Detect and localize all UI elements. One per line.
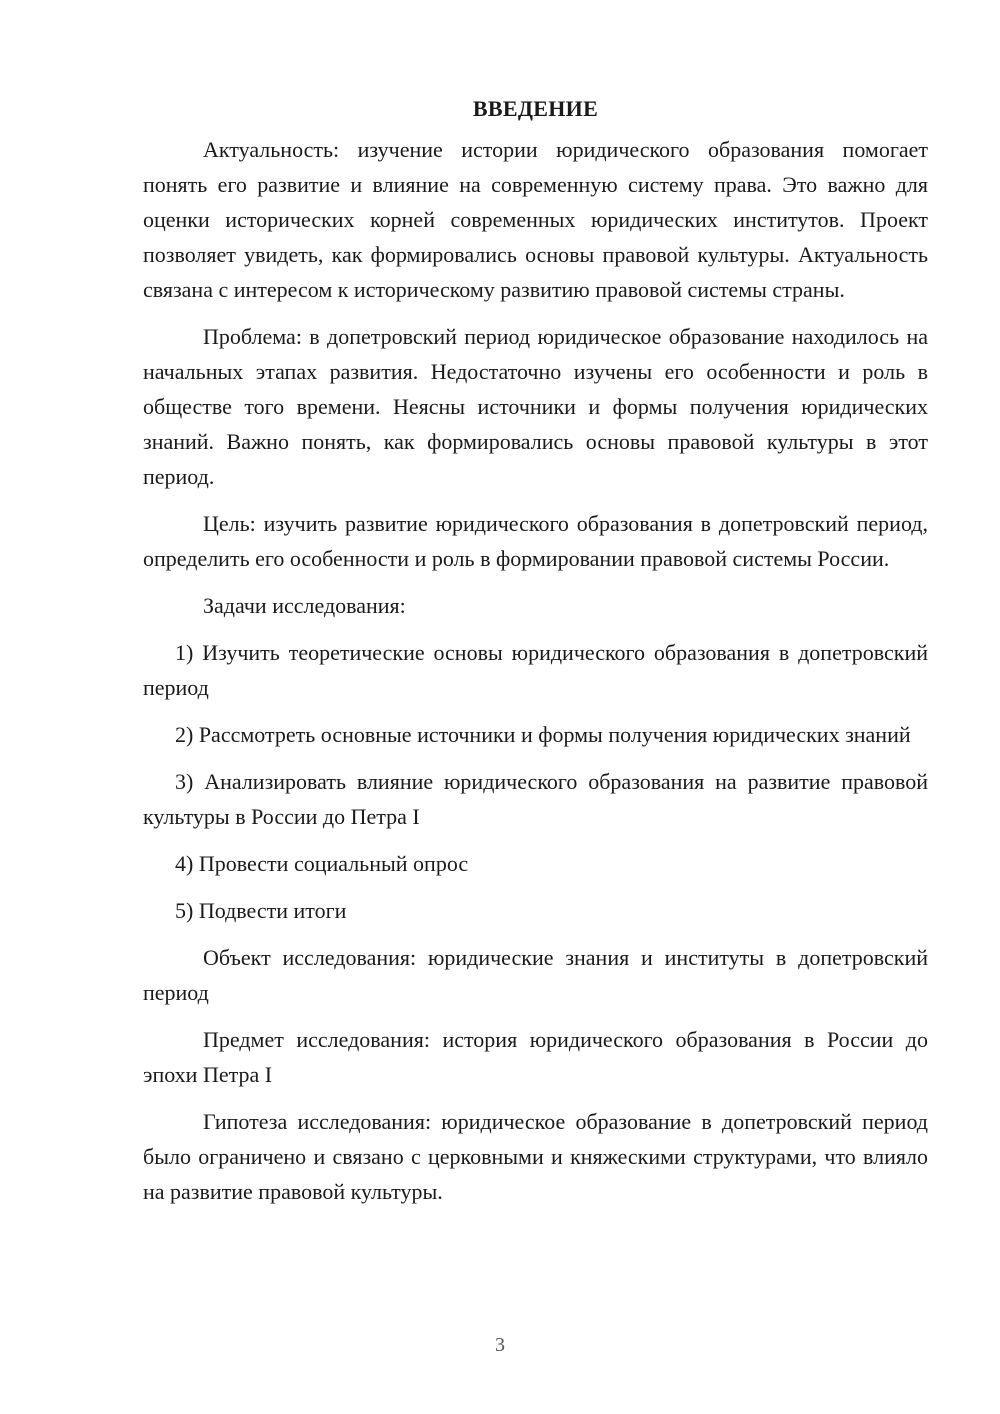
task-item: 2) Рассмотреть основные источники и формы получения юридических знаний bbox=[175, 722, 911, 747]
hypothesis-paragraph: Гипотеза исследования: юридическое образование в допетровский период было ограничено и связано с церковными и княжескими структурами, что влияло на развитие правовой культуры. bbox=[143, 1109, 928, 1204]
task-item: 5) Подвести итоги bbox=[175, 898, 347, 923]
task-item: 3) Анализировать влияние юридического образования на развитие правовой культуры в России до Петра I bbox=[143, 769, 928, 829]
object-paragraph: Объект исследования: юридические знания и институты в допетровский период bbox=[143, 945, 928, 1005]
goal-paragraph: Цель: изучить развитие юридического образования в допетровский период, определить его особенности и роль в формировании правовой системы России. bbox=[143, 511, 928, 571]
task-item: 4) Провести социальный опрос bbox=[175, 851, 469, 876]
document-page bbox=[143, 92, 928, 1221]
section-heading: ВВЕДЕНИЕ bbox=[472, 96, 599, 121]
subject-paragraph: Предмет исследования: история юридического образования в России до эпохи Петра I bbox=[143, 1027, 928, 1087]
task-item: 1) Изучить теоретические основы юридического образования в допетровский период bbox=[143, 640, 928, 700]
relevance-paragraph: Актуальность: изучение истории юридического образования помогает понять его развитие и влияние на современную систему права. Это важно для оценки исторических корней современных юридических институтов. Проект позволяет увидеть, как формировались основы правовой культуры. Актуальность связана с интересом к историческому развитию правовой системы страны. bbox=[143, 137, 928, 302]
problem-paragraph: Проблема: в допетровский период юридическое образование находилось на начальных этапах развития. Недостаточно изучены его особенности и роль в обществе того времени. Неясны источники и формы получения юридических знаний. Важно понять, как формировались основы правовой культуры в этот период. bbox=[143, 324, 928, 489]
page-number: 3 bbox=[495, 1334, 505, 1356]
tasks-title: Задачи исследования: bbox=[203, 593, 406, 618]
